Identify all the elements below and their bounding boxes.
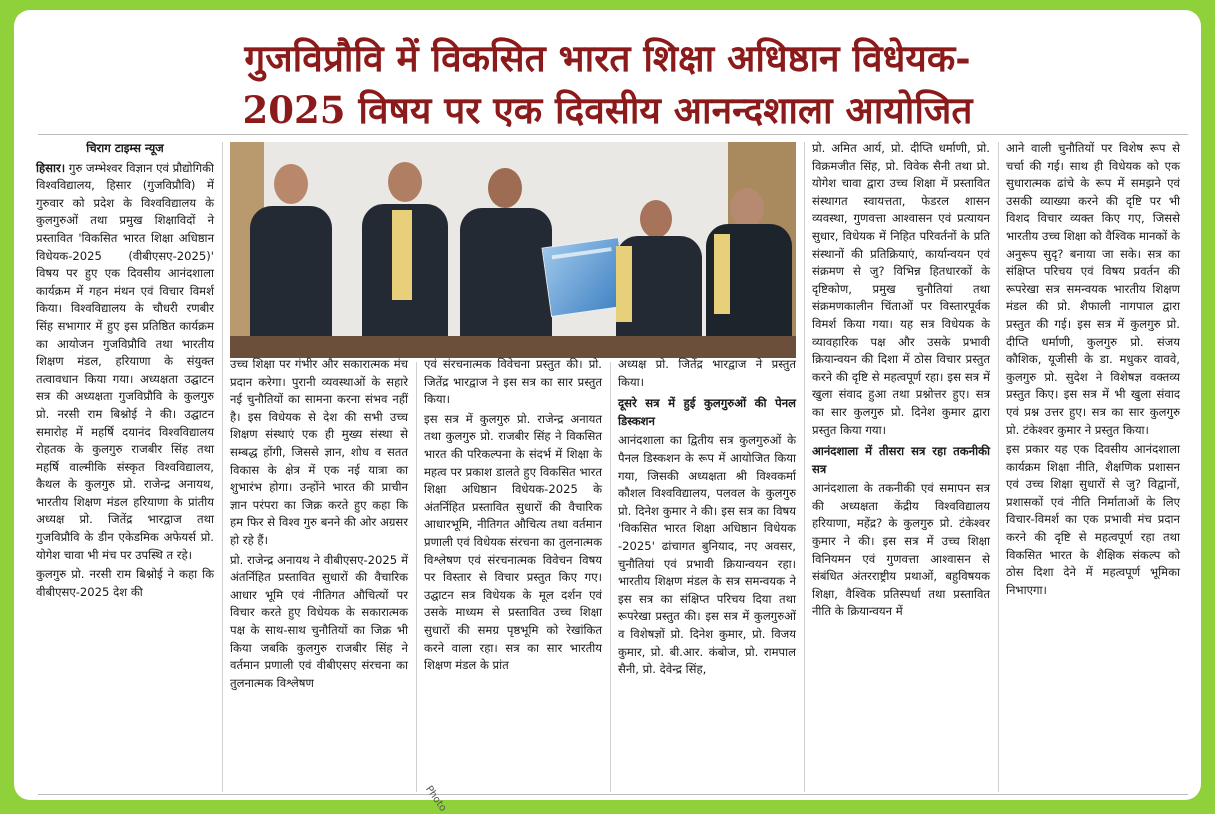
- bottom-divider: [38, 794, 1188, 795]
- col5-subheading: आनंदशाला में तीसरा सत्र रहा तकनीकी सत्र: [812, 444, 990, 476]
- column-divider: [804, 142, 805, 792]
- col4-paragraph-2: आनंदशाला का द्वितीय सत्र कुलगुरुओं के पैनल डिस्कशन के रूप में आयोजित किया गया, जिसकी अध्यक्षता श्री विश्वकर्मा कौशल विश्वविद्यालय, पलवल के कुलगुरु प्रो. दिनेश कुमार ने की। इस सत्र का विषय 'विकसित भारत शिक्षा अधिष्ठान विधेयक -2025' ढांचागत बुनियाद, नए अवसर, चुनौतियां एवं प्रभावी क्रियान्वयन रहा। भारतीय शिक्षण मंडल के सत्र समन्वयक ने इस सत्र का संक्षिप्त परिचय दिया तथा रूपरेखा प्रस्तुत की। इस सत्र में कुलगुरुओं व विशेषज्ञों प्रो. दिनेश कुमार, प्रो. विजय कुमार, प्रो. बी.आर. कंबोज, प्रो. रामपाल सैनी, प्रो. देवेन्द्र सिंह,: [618, 433, 796, 677]
- col3-paragraph-2: इस सत्र में कुलगुरु प्रो. राजेन्द्र अनायत तथा कुलगुरु प्रो. राजबीर सिंह ने विकसित भारत की परिकल्पना के संदर्भ में शिक्षा के महत्व पर प्रकाश डालते हुए विकसित भारत शिक्षा अधिष्ठान विधेयक-2025 के अंतर्निहित प्रस्तावित सुधारों की वैचारिक आधारभूमि, नीतिगत औचित्य तथा वर्तमान प्रणाली एवं विधेयक संरचना का तुलनात्मक विश्लेषण एवं संरचनात्मक विवेचन विषय पर विस्तार से विचार प्रस्तुत किए गए। उद्घाटन सत्र विधेयक के मूल दर्शन एवं उसके माध्यम से प्रस्तावित उच्च शिक्षा सुधारों की समग्र पृष्ठभूमि को रेखांकित करने वाला रहा। सत्र का सार भारतीय शिक्षण मंडल के प्रांत: [424, 411, 602, 673]
- watermark: Photo: [422, 784, 449, 814]
- column-5: [812, 140, 990, 623]
- column-3: [424, 356, 602, 677]
- col2-paragraph-2: प्रो. राजेन्द्र अनायथ ने वीबीएसए-2025 में अंतर्निहित प्रस्तावित सुधारों की वैचारिक आधार भूमि एवं नीतिगत औचित्यों पर विचार करते हुए विधेयक के सकारात्मक पक्ष के साथ-साथ चुनौतियों का जिक्र भी किया जबकि कुलगुरु राजबीर सिंह ने वर्तमान प्रणाली एवं वीबीएसए संरचना का तुलनात्मक विश्लेषण: [230, 552, 408, 690]
- col1-paragraph-1: [36, 160, 214, 565]
- photo-person-4: [612, 158, 706, 358]
- event-photo: [230, 142, 796, 358]
- column-divider: [416, 362, 417, 792]
- newspaper-clipping: [14, 10, 1201, 800]
- byline: चिराग टाइम्स न्यूज: [86, 141, 164, 155]
- headline-line-2: 2025 विषय पर एक दिवसीय आनन्दशाला आयोजित: [242, 88, 973, 132]
- headline-line-1: गुजविप्रौवि में विकसित भारत शिक्षा अधिष्ठान विधेयक-: [244, 36, 971, 80]
- headline: [14, 32, 1201, 136]
- col6-paragraph-2: इस प्रकार यह एक दिवसीय आनंदशाला कार्यक्रम शिक्षा नीति, शैक्षणिक प्रशासन एवं उच्च शिक्षा सुधारों से जु? विद्वानों, प्रशासकों एवं नीति निर्माताओं के लिए विचार-विमर्श का एक प्रभावी मंच प्रदान करने की दृष्टि से महत्वपूर्ण रहा तथा विकसित भारत के शैक्षिक संकल्प को ठोस दिशा देने में महत्वपूर्ण भूमिका निभाएगा।: [1006, 442, 1180, 597]
- column-divider: [998, 142, 999, 792]
- photo-person-1: [248, 158, 334, 358]
- col1-text-1: गुरु जम्भेश्वर विज्ञान एवं प्रौद्योगिकी विश्वविद्यालय, हिसार (गुजविप्रौवि) में गुरुवार को प्रदेश के विश्वविद्यालय के कुलगुरुओं तथा प्रमुख शिक्षाविदों ने प्रस्तावित 'विकसित भारत शिक्षा अधिष्ठान विधेयक-2025 (वीबीएसए-2025)' विषय पर हुए एक दिवसीय आनंदशाला कार्यक्रम में गहन मंथन एवं विचार विमर्श किया। विश्वविद्यालय के चौधरी रणबीर सिंह सभागार में हुए इस प्रतिष्ठित कार्यक्रम का आयोजन गुजविप्रौवि तथा भारतीय शिक्षण मंडल, हरियाणा के संयुक्त तत्वावधान किया गया। अध्यक्षता उद्घाटन सत्र की अध्यक्षता गुजविप्रौवि के कुलगुरु प्रो. नरसी राम बिश्नोई ने की। उद्घाटन समारोह में महर्षि दयानंद विश्वविद्यालय रोहतक के कुलगुरु राजबीर सिंह तथा महर्षि वाल्मीकि संस्कृत विश्वविद्यालय, कैथल के कुलगुरु प्रो. राजेन्द्र अनायथ, भारतीय शिक्षण मंडल हरियाणा के प्रांतीय अध्यक्ष प्रो. जितेंद्र भारद्वाज तथा गुजविप्रौवि के डीन एकेडमिक अफेयर्स प्रो. योगेश चावा भी मंच पर उपस्थि त रहे।: [36, 160, 215, 562]
- column-4: [618, 356, 796, 681]
- column-6: [1006, 140, 1180, 601]
- col4-subheading: दूसरे सत्र में हुई कुलगुरुओं की पेनल डिस्कशन: [618, 396, 796, 428]
- col2-paragraph-1: उच्च शिक्षा पर गंभीर और सकारात्मक मंच प्रदान करेगा। पुरानी व्यवस्थाओं के सहारे नई चुनौतियों का सामना करना संभव नहीं है। इस विधेयक से देश की सभी उच्च शिक्षण संस्थाएं एक ही मुख्य संस्था से सम्बद्ध होंगी, जिससे ज्ञान, शोध व सतत विकास के क्षेत्र में एक नई यात्रा का शुभारंभ होगा। उन्होंने भारत की प्राचीन ज्ञान परंपरा का जिक्र करते हुए कहा कि हम फिर से विश्व गुरु बनने की ओर अग्रसर हो रहे हैं।: [230, 357, 408, 547]
- column-divider: [222, 142, 223, 792]
- col5-paragraph-2: आनंदशाला के तकनीकी एवं समापन सत्र की अध्यक्षता केंद्रीय विश्वविद्यालय हरियाणा, महेंद्र? के कुलगुरु प्रो. टंकेश्वर कुमार ने की। इस सत्र में उच्च शिक्षा विनियमन एवं गुणवत्ता आश्वासन से संबंधित अंतरराष्ट्रीय प्रथाओं, बहुविषयक शिक्षा, वैश्विक प्रतिस्पर्धा तथा प्रस्तावित नीति के क्रियान्वयन में: [812, 481, 990, 619]
- col5-paragraph-1: प्रो. अमित आर्य, प्रो. दीप्ति धर्माणी, प्रो. विक्रमजीत सिंह, प्रो. विवेक सैनी तथा प्रो. योगेश चावा द्वारा उच्च शिक्षा में प्रस्तावित संस्थागत स्वायत्तता, फेडरल शासन व्यवस्था, गुणवत्ता आश्वासन एवं प्रत्यायन सुधार, विधेयक में निहित परिवर्तनों के प्रति संस्थानों की प्रतिक्रियाएं, कार्यान्वयन एवं संक्रमण से जु? विभिन्न हितधारकों के दृष्टिकोण, प्रमुख चुनौतियां तथा संक्रमणकालीन चिंताओं पर विस्तारपूर्वक विमर्श किया गया। यह सत्र विधेयक के व्यावहारिक पक्ष और उसके प्रभावी क्रियान्वयन की दिशा में ठोस विचार प्रस्तुत करने की दृष्टि से महत्वपूर्ण रहा। इस सत्र में खुला संवाद हुआ तथा प्रश्नोत्तर हुए। सत्र का सार कुलगुरु प्रो. दिनेश कुमार द्वारा प्रस्तुत किया गया।: [812, 141, 990, 437]
- column-divider: [610, 362, 611, 792]
- column-1: [36, 140, 214, 603]
- col4-paragraph-1: अध्यक्ष प्रो. जितेंद्र भारद्वाज ने प्रस्तुत किया।: [618, 357, 796, 389]
- photo-person-5: [702, 158, 794, 358]
- headline-divider: [38, 134, 1188, 135]
- col1-paragraph-2: कुलगुरु प्रो. नरसी राम बिश्नोई ने कहा कि वीबीएसए-2025 देश की: [36, 567, 214, 599]
- photo-floor: [230, 336, 796, 358]
- col3-paragraph-1: एवं संरचनात्मक विवेचना प्रस्तुत की। प्रो. जितेंद्र भारद्वाज ने इस सत्र का सार प्रस्तुत किया।: [424, 357, 602, 407]
- photo-person-2: [358, 158, 450, 358]
- photo-person-3: [458, 158, 554, 358]
- dateline: हिसार।: [36, 160, 66, 175]
- column-2: [230, 356, 408, 694]
- col6-paragraph-1: आने वाली चुनौतियों पर विशेष रूप से चर्चा की गई। साथ ही विधेयक को एक सुधारात्मक ढांचे के रूप में समझने एवं उसकी व्याख्या करने की दृष्टि पर भी विशद विचार व्यक्त किए गए, जिससे भारतीय उच्च शिक्षा को वैश्विक मानकों के अनुरूप सुदृ? बनाया जा सके। सत्र का संक्षिप्त परिचय एवं विषय प्रवर्तन की रूपरेखा सत्र समन्वयक भारतीय शिक्षण मंडल की प्रो. शैफाली नागपाल द्वारा प्रस्तुत की गई। इस सत्र में कुलगुरु प्रो. दीप्ति धर्माणी, कुलगुरु प्रो. संजय कौशिक, यूजीसी के डा. मधुकर वाववे, कुलगुरु प्रो. सुदेश ने विशेषज्ञ वक्तव्य प्रस्तुत किए। इस सत्र में भी खुला संवाद एवं प्रश्न उत्तर हुए। सत्र का सार कुलगुरु प्रो. टंकेश्वर कुमार ने प्रस्तुत किया।: [1006, 141, 1180, 437]
